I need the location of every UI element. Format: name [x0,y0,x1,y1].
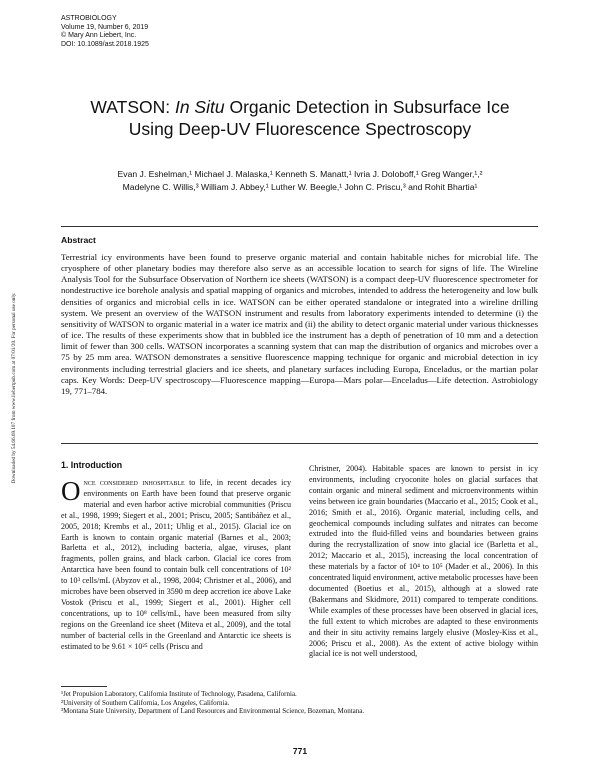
journal-header [61,15,149,49]
intro-text-left: to life, in recent decades icy environments on Earth have been found that preserve organic material and even harbor active microbial communities (Priscu et al., 1998, 1999; Siegert et al., 2001; Priscu, 2005; Santibáñez et al., 2005, 2018; Krembs et al., 2011; Uhlig et al., 2015). Glacial ice on Earth is known to contain organic material (Barnes et al., 2003; Barletta et al., 2012), including bacteria, algae, viruses, plant fragments, pollen grains, and black carbon. Glacial ice cores from Antarctica have been found to contain bulk cell concentrations of 10² to 10³ cells/mL (Abyzov et al., 1998, 2004; Christner et al., 2006), and microbes have been observed in 3590 m deep accretion ice above Lake Vostok (Priscu et al., 1999; Siegert et al., 2001). Higher cell concentrations, up to 10⁸ cells/mL, have been measured from silty regions on the Greenland ice sheet (Miteva et al., 2009), and the total number of bacterial cells in the Greenland and Antarctic ice sheets is estimated to be 9.61 × 10²⁵ cells (Priscu and [61,478,291,651]
author-list [30,168,570,194]
footnote-1: ¹Jet Propulsion Laboratory, California Institute of Technology, Pasadena, California. [61,690,297,698]
journal-volume: Volume 19, Number 6, 2019 [61,23,149,31]
journal-copyright: © Mary Ann Liebert, Inc. [61,32,137,40]
intro-text-right: Christner, 2004). Habitable spaces are known to persist in icy environments, including cryoconite holes on glacial surfaces that contain organic and mineral sediment and microenvironments within veins between ice grain boundaries (Maccario et al., 2015; Cook et al., 2016; Smith et al., 2016). Organic material, including cells, and geochemical compounds including sulfates and nitrates can become extruded into the fluid-filled veins and boundaries between grains during the recrystallization of snow into glacial ice (Barletta et al., 2012; Maccario et al., 2015), increasing the local concentration of these materials by a factor of 10⁴ to 10⁵ (Mader et al., 2006). In this concentrated liquid environment, active metabolic processes have been documented (Boetius et al., 2015), although at a slowed rate (Bakermans and Skidmore, 2011) compared to temperate conditions. While examples of these processes have been observed in glacial ices, the full extent to which microbes are adapted to these environments and their in situ activity remains largely elusive (Mosley-Kiss et al., 2006; Priscu et al., 2008). As the extent of active biology within glacial ice is not well understood, [309,464,538,659]
introduction-heading: 1. Introduction [61,460,123,470]
abstract-bottom-rule [61,443,538,444]
title-line1-post: Organic Detection in Subsurface Ice [224,97,510,117]
title-line2: Using Deep-UV Fluorescence Spectroscopy [128,118,472,139]
footnote-3: ³Montana State University, Department of Land Resources and Environmental Science, Bozeman, Montana. [61,707,365,716]
affiliation-footnotes [61,690,538,716]
body-column-right [309,464,538,660]
drop-cap: O [61,476,81,506]
abstract-top-rule [61,226,538,227]
journal-name: ASTROBIOLOGY [61,15,117,22]
title-line1-italic: In Situ [174,97,225,117]
abstract-heading: Abstract [61,235,96,245]
intro-paragraph-left [61,478,291,653]
page-number: 771 [292,746,308,756]
title-line1-pre: WATSON: [90,97,175,117]
download-side-note: Downloaded by 54.66.69.107 from www.liebertpub.com at 07/01/20. For personal use only. [11,292,17,484]
body-column-left [61,478,291,653]
lead-smallcaps: nce considered inhospitable [83,478,185,487]
footnote-2: ²University of Southern California, Los Angeles, California. [61,698,230,707]
footnote-rule [61,686,107,687]
abstract-body: Terrestrial icy environments have been found to preserve organic material and contain habitable niches for microbial life. The cryosphere of other planetary bodies may therefore also serve as an accessible location to search for signs of life. The Wireline Analysis Tool for the Subsurface Observation of Northern ice sheets (WATSON) is a compact deep-UV fluorescence spectrometer for nondestructive ice borehole analysis and spatial mapping of organics and microbes, intended to address the heterogeneity and low bulk densities of organics and microbial cells in ice. WATSON can be either operated standalone or integrated into a wireline drilling system. We present an overview of the WATSON instrument and results from laboratory experiments intended to determine (i) the sensitivity of WATSON to organic material in a water ice matrix and (ii) the ability to detect organic material under various thicknesses of ice. The results of these experiments show that in bubbled ice the instrument has a depth of penetration of 10 mm and a detection limit of fewer than 300 cells. WATSON incorporates a scanning system that can map the distribution of organics and microbes over a 75 by 25 mm area. WATSON demonstrates a sensitive fluorescence mapping technique for organic and microbial detection in icy environments including terrestrial glaciers and ice sheets, and planetary surfaces including Europa, Enceladus, or the martian polar caps. Key Words: Deep-UV spectroscopy—Fluorescence mapping—Europa—Mars polar—Enceladus—Life detection. Astrobiology 19, 771–784. [61,252,538,396]
authors-line2: Madelyne C. Willis,³ William J. Abbey,¹ Luther W. Beegle,¹ John C. Priscu,³ and Rohit Bhartia¹ [122,182,478,192]
journal-doi: DOI: 10.1089/ast.2018.1925 [61,40,149,48]
authors-line1: Evan J. Eshelman,¹ Michael J. Malaska,¹ Kenneth S. Manatt,¹ Ivria J. Doloboff,¹ Greg Wanger,¹,² [117,169,483,179]
paper-title [40,97,560,140]
